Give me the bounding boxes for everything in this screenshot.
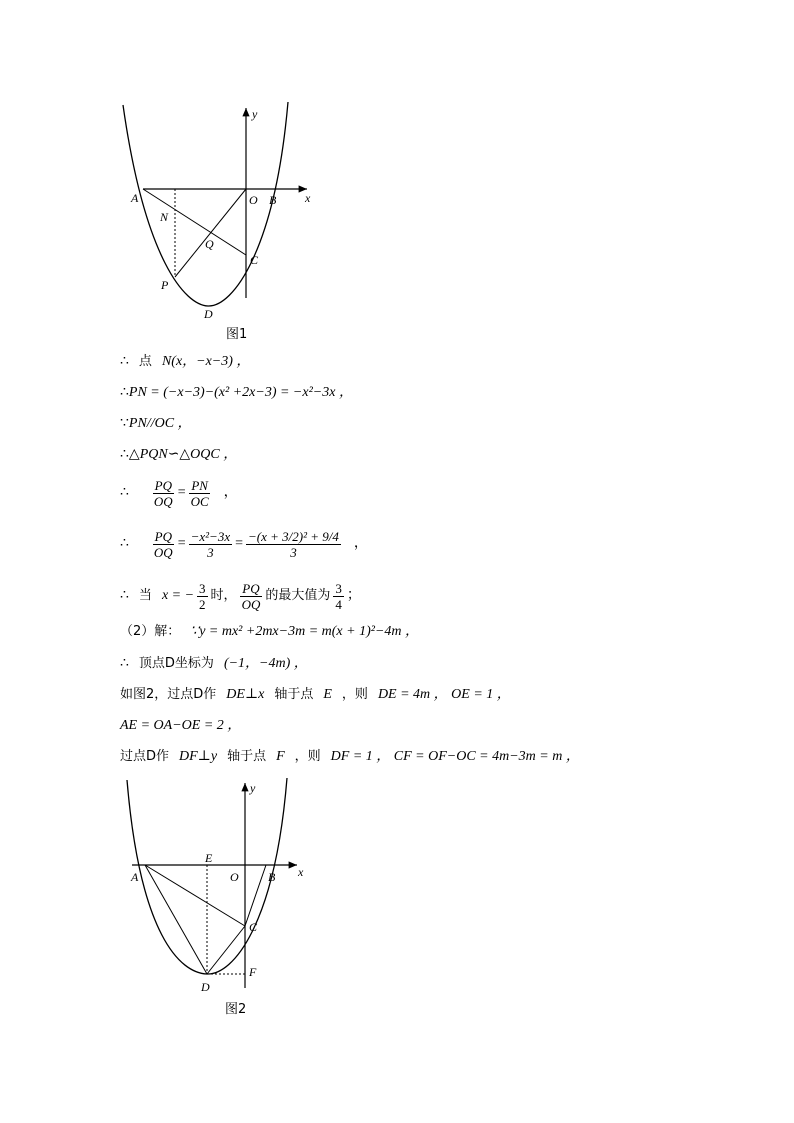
label-a: A [131,191,139,205]
line-9: ∴ 顶点D坐标为 (−1，−4m) ， [120,656,308,671]
fraction-pq-oq-2: $\frac{PQ}{OQ}$ [153,528,173,560]
line-2: ∴ PN = (−x−3)−(x² +2x−3) = −x²−3x ， [120,385,353,400]
label-y-2: y [250,781,256,795]
label-x: x [305,191,311,205]
fraction-pq-oq-3: $\frac{PQ}{OQ}$ [241,580,261,612]
label-o-2: O [230,870,239,884]
line-6: ∴ $\frac{PQ}{OQ}$ = $\frac{\text{−x²−3x}}{3}$ = $\frac{\text{−(x + 3/2)² + 9/4}}{3}$ ， [120,528,368,560]
label-y: y [252,107,258,121]
segment-op [175,189,246,277]
label-b: B [269,193,277,207]
line-3: ∵ PN//OC ， [120,416,192,431]
line-4: ∴ △PQN∽△OQC ， [120,447,238,462]
line-10: 如图2，过点D作 DE⊥x 轴于点 E ，则 DE = 4m ， OE = 1 ， [120,687,511,702]
segment-ac [143,189,246,255]
line-5: ∴ $\frac{PQ}{OQ}$ = $\frac{PN}{OC}$ ， [120,477,238,509]
label-f: F [249,965,257,979]
label-b-2: B [268,870,276,884]
label-n: N [160,210,169,224]
label-d: D [204,307,213,321]
segment-cb [245,865,266,926]
figure-1 [115,100,325,345]
line-8: （2）解： ∵y = mx² +2mx−3m = m(x + 1)²−4m ， [120,624,419,639]
fraction-three-quarters: $\frac{3}{4}$ [335,580,342,612]
label-e: E [205,851,213,865]
fraction-pq-oq: $\frac{PQ}{OQ}$ [153,477,173,509]
fraction-pn-expr: $\frac{\text{−x²−3x}}{3}$ [190,528,231,560]
label-c-2: C [249,920,258,934]
label-o: O [249,193,258,207]
label-a-2: A [131,870,139,884]
label-p: P [161,278,169,292]
figure-2 [115,775,325,1025]
label-c: C [250,253,259,267]
line-11: AE = OA−OE = 2 ， [120,718,242,733]
label-q: Q [205,237,214,251]
line-12: 过点D作 DF⊥y 轴于点 F ，则 DF = 1 ， CF = OF−OC = 4m−3m = m ， [120,749,580,764]
parabola [123,102,288,306]
label-d-2: D [201,980,210,994]
fraction-pn-oc: $\frac{PN}{OC}$ [190,477,209,509]
caption-figure-1: 图1 [226,327,248,342]
line-1: ∴ 点 N(x，−x−3) ， [120,354,251,369]
line-7: ∴ 当 x = − $\frac{3}{2}$ 时， $\frac{PQ}{OQ}$ 的最大值为 $\frac{3}{4}$ ； [120,580,361,612]
fraction-vertex-form: $\frac{\text{−(x + 3/2)² + 9/4}}{3}$ [248,528,339,560]
label-x-2: x [298,865,304,879]
fraction-three-halves: $\frac{3}{2}$ [199,580,206,612]
caption-figure-2: 图2 [225,1002,247,1017]
